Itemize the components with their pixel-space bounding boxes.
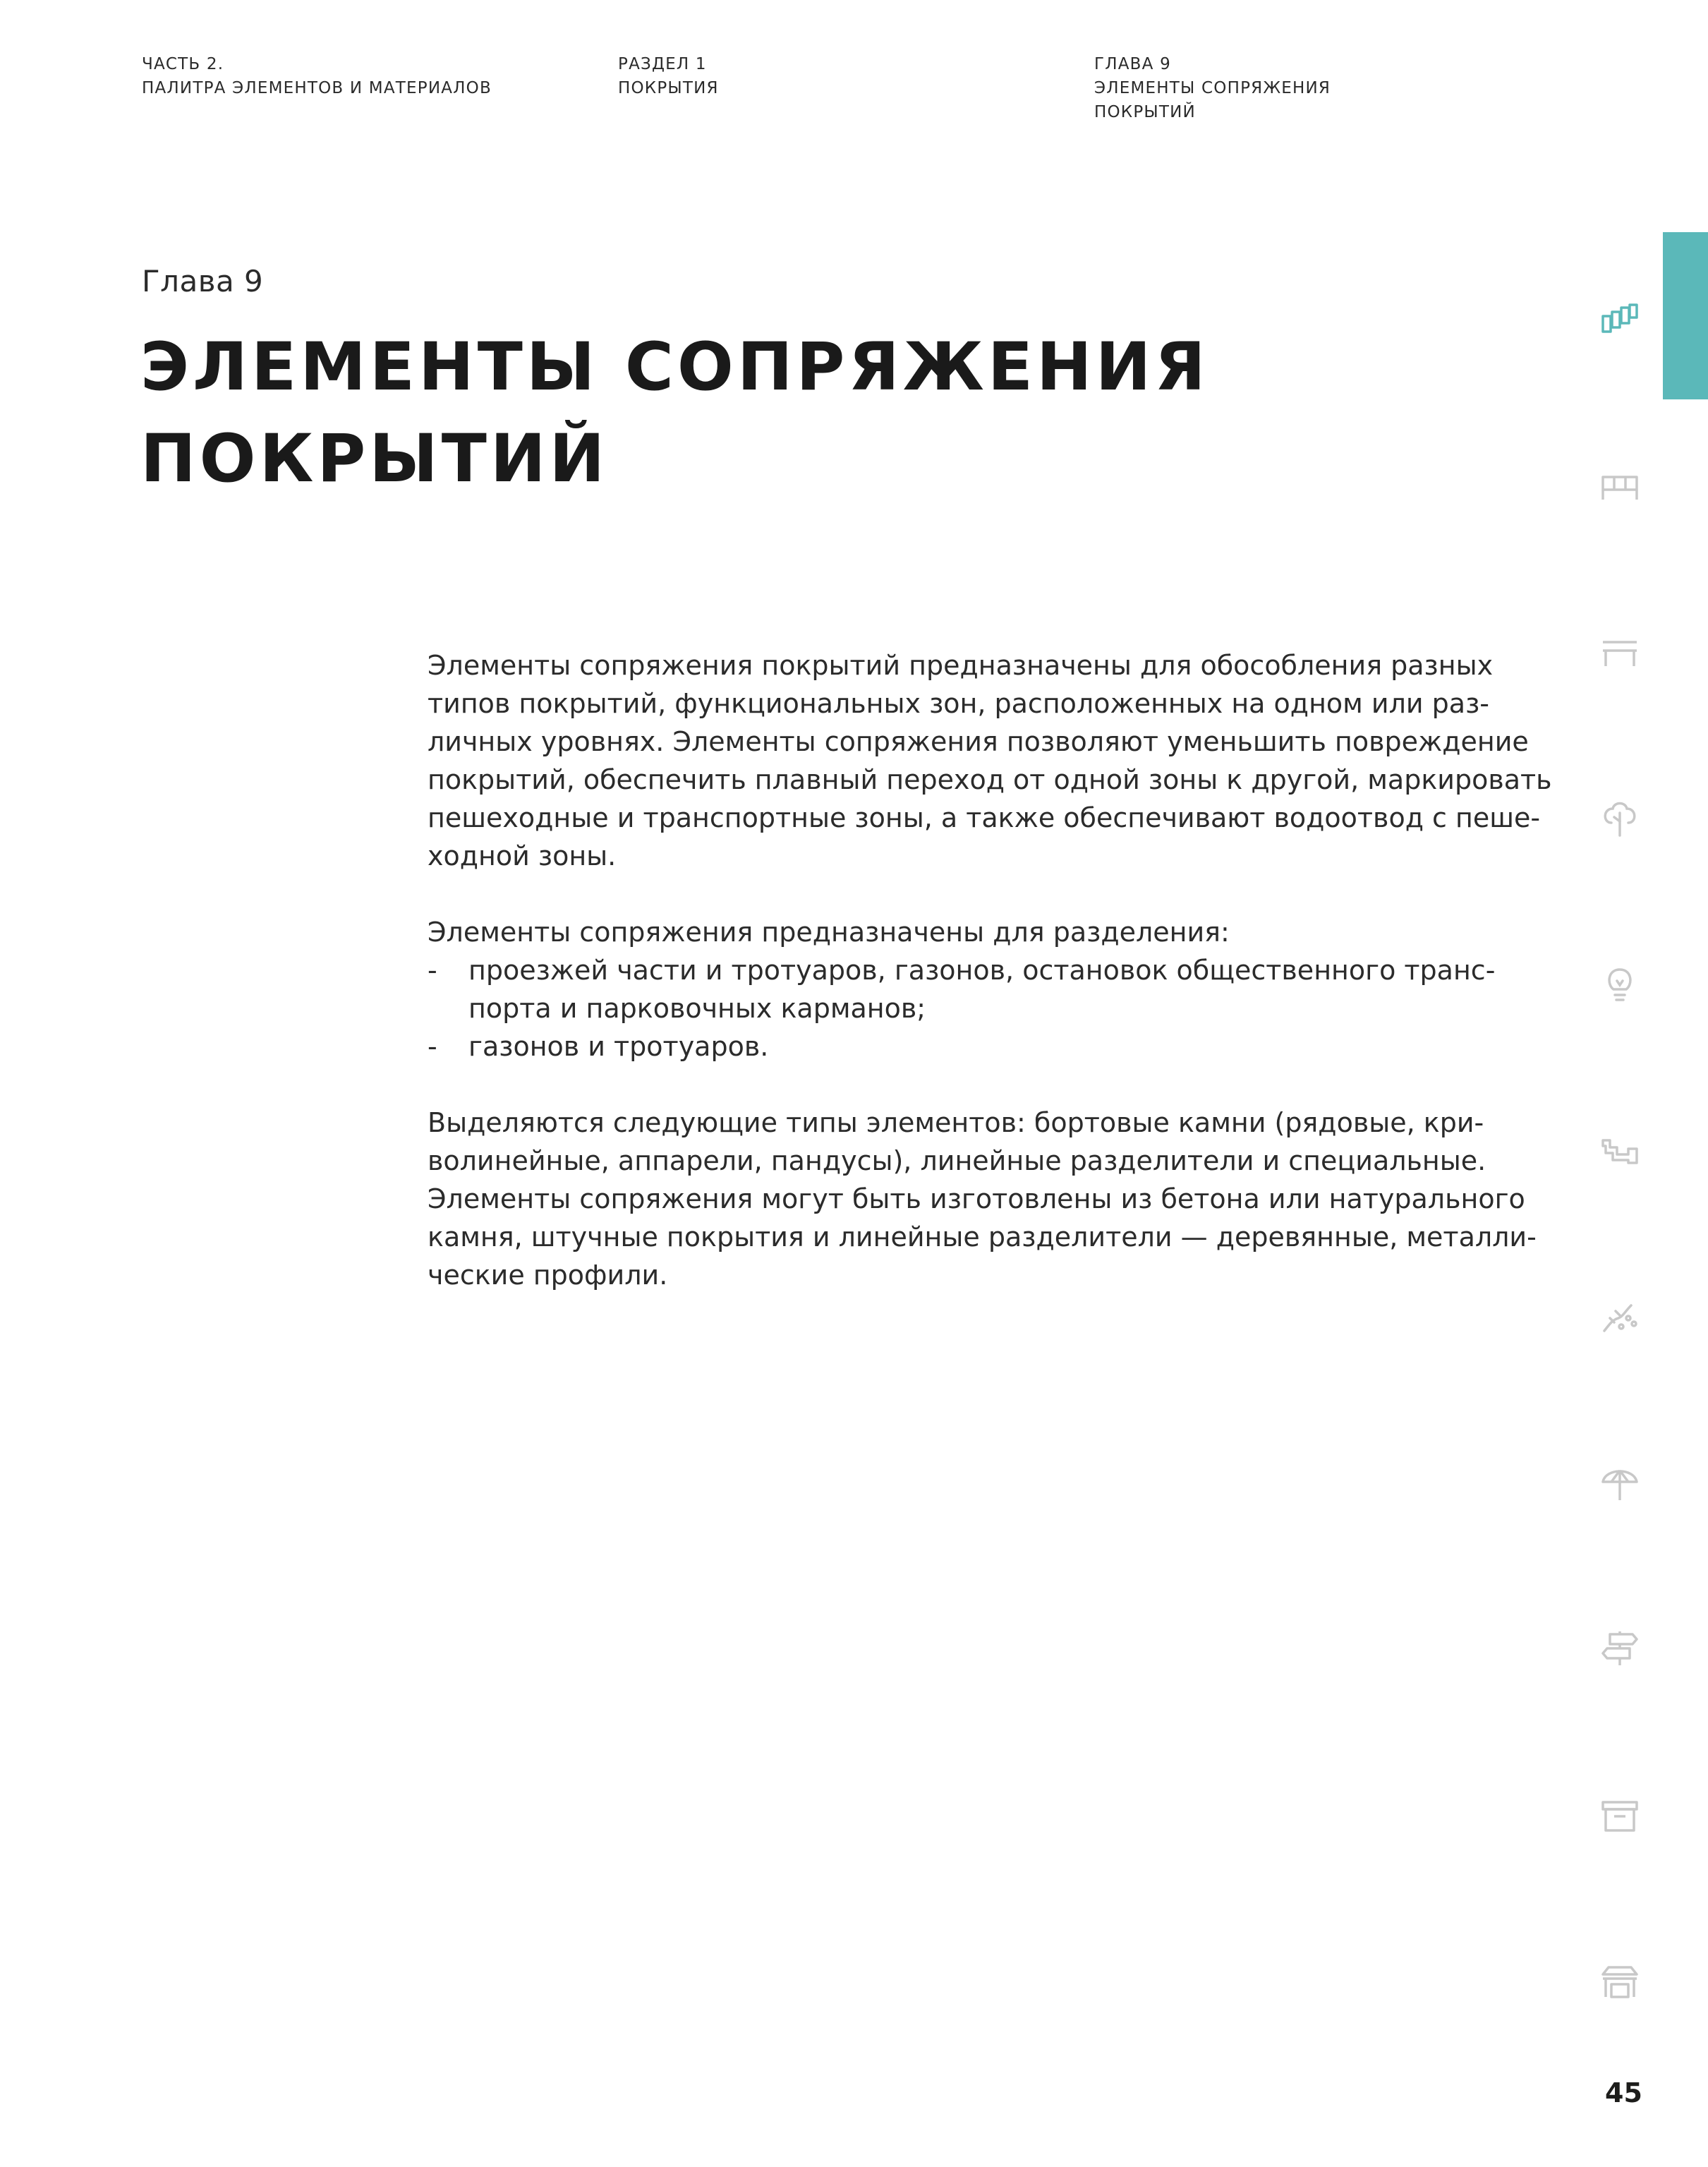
umbrella-icon[interactable] [1600, 1463, 1640, 1503]
para3-line: ческие профили. [428, 1260, 668, 1291]
para3-line: Элементы сопряжения могут быть изготовлены из бетона или натурального [428, 1183, 1525, 1214]
list-item [428, 951, 1549, 1027]
table-icon[interactable] [1600, 634, 1640, 673]
header-chapter-line2: ЭЛЕМЕНТЫ СОПРЯЖЕНИЯ [1094, 79, 1331, 97]
tree-icon[interactable] [1600, 799, 1640, 838]
list-item-line: проезжей части и тротуаров, газонов, остановок общественного транс- [468, 955, 1496, 986]
para1-line: личных уровнях. Элементы сопряжения позволяют уменьшить повреждение [428, 726, 1529, 757]
header-chapter [1094, 52, 1331, 124]
para2-intro: Элементы сопряжения предназначены для разделения: [428, 917, 1230, 948]
header-chapter-line1: ГЛАВА 9 [1094, 55, 1171, 73]
header-part-line2: ПАЛИТРА ЭЛЕМЕНТОВ И МАТЕРИАЛОВ [142, 79, 492, 97]
paving-icon[interactable] [1600, 301, 1640, 340]
chapter-title-line2: ПОКРЫТИЙ [140, 421, 609, 497]
header-section-line1: РАЗДЕЛ 1 [618, 55, 707, 73]
para1-line: Элементы сопряжения покрытий предназначены для обособления разных [428, 650, 1494, 681]
pipe-icon[interactable] [1600, 1132, 1640, 1171]
list-item [428, 1027, 1549, 1066]
para3-line: волинейные, аппарели, пандусы), линейные разделители и специальные. [428, 1145, 1486, 1176]
bench-icon[interactable] [1600, 467, 1640, 507]
header-part [142, 52, 492, 100]
side-tab-marker [1663, 232, 1708, 399]
para1-line: пешеходные и транспортные зоны, а также обеспечивают водоотвод с пеше- [428, 802, 1541, 833]
para1-line: покрытий, обеспечить плавный переход от одной зоны к другой, маркировать [428, 764, 1552, 795]
list-item-line: порта и парковочных карманов; [468, 993, 926, 1024]
chapter-title-line1: ЭЛЕМЕНТЫ СОПРЯЖЕНИЯ [140, 329, 1209, 406]
para1-line: типов покрытий, функциональных зон, расположенных на одном или раз- [428, 688, 1489, 719]
lightbulb-icon[interactable] [1600, 965, 1640, 1005]
header-chapter-line3: ПОКРЫТИЙ [1094, 103, 1196, 121]
para3-line: Выделяются следующие типы элементов: бортовые камни (рядовые, кри- [428, 1107, 1484, 1138]
header-section-line2: ПОКРЫТИЯ [618, 79, 719, 97]
container-icon[interactable] [1600, 1797, 1640, 1836]
header-part-line1: ЧАСТЬ 2. [142, 55, 224, 73]
list-dash: - [428, 1031, 437, 1062]
list-item-line: газонов и тротуаров. [468, 1031, 769, 1062]
chapter-label: Глава 9 [142, 264, 264, 298]
kiosk-icon[interactable] [1600, 1962, 1640, 2001]
body-text [428, 646, 1552, 1294]
para3-line: камня, штучные покрытия и линейные разделители — деревянные, металли- [428, 1221, 1537, 1252]
header-section [618, 52, 719, 100]
para1-line: ходной зоны. [428, 840, 617, 871]
page-number: 45 [1605, 2077, 1642, 2108]
chapter-title [140, 322, 1209, 505]
plants-icon[interactable] [1600, 1298, 1640, 1338]
list-dash: - [428, 955, 437, 986]
signpost-icon[interactable] [1600, 1629, 1640, 1668]
